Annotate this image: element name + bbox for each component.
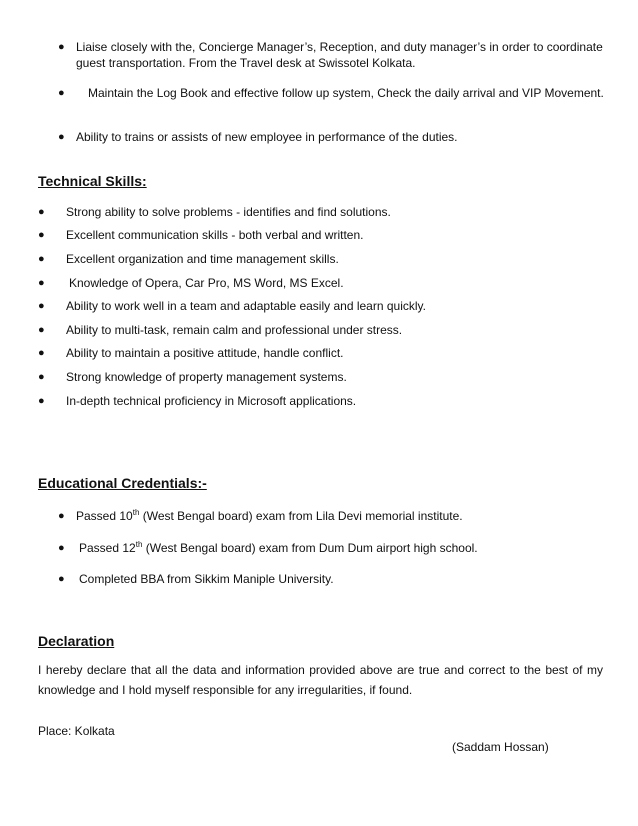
declaration-text: I hereby declare that all the data and information provided above are true and correct to the best of my knowledge and I hold myself responsible for any irregularities, if found. <box>38 663 603 697</box>
skill-item: Ability to work well in a team and adaptable easily and learn quickly. <box>66 299 426 313</box>
place-text: Place: Kolkata <box>38 724 115 738</box>
education-item-sup: th <box>132 508 140 517</box>
bullet-icon: ● <box>38 253 45 265</box>
bullet-icon: ● <box>38 229 45 241</box>
bullet-icon: ● <box>58 41 65 53</box>
bullet-icon: ● <box>58 87 65 99</box>
education-heading: Educational Credentials:- <box>38 475 207 491</box>
bullet-icon: ● <box>38 300 45 312</box>
bullet-icon: ● <box>38 277 45 289</box>
education-item-2 <box>79 540 478 556</box>
experience-bullet-1-line2: guest transportation. From the Travel desk at Swissotel Kolkata. <box>76 56 416 70</box>
skill-item: Excellent organization and time management skills. <box>66 252 339 266</box>
skill-item: Ability to maintain a positive attitude, handle conflict. <box>66 346 344 360</box>
bullet-icon: ● <box>58 542 65 554</box>
bullet-icon: ● <box>58 131 65 143</box>
bullet-icon: ● <box>38 206 45 218</box>
skill-item: Strong knowledge of property management systems. <box>66 370 347 384</box>
skill-item: Ability to multi-task, remain calm and professional under stress. <box>66 323 403 337</box>
skill-item: Excellent communication skills - both verbal and written. <box>66 228 364 242</box>
signature-name: (Saddam Hossan) <box>452 740 549 754</box>
experience-bullet-1-line1: Liaise closely with the, Concierge Manager’s, Reception, and duty manager’s in order to coordinate <box>76 40 603 54</box>
education-item-text: (West Bengal board) exam from Lila Devi memorial institute. <box>139 509 463 523</box>
education-item-text: Passed 10 <box>76 509 133 523</box>
experience-bullet-3: Ability to trains or assists of new employee in performance of the duties. <box>76 130 458 144</box>
bullet-icon: ● <box>38 395 45 407</box>
education-item-text: (West Bengal board) exam from Dum Dum airport high school. <box>142 541 478 555</box>
skill-item: Strong ability to solve problems - identifies and find solutions. <box>66 205 391 219</box>
declaration-heading: Declaration <box>38 633 115 649</box>
bullet-icon: ● <box>58 510 65 522</box>
bullet-icon: ● <box>38 371 45 383</box>
education-item-3: Completed BBA from Sikkim Maniple University. <box>79 572 334 586</box>
bullet-icon: ● <box>38 324 45 336</box>
bullet-icon: ● <box>58 573 65 585</box>
education-item-sup: th <box>135 540 143 549</box>
experience-bullet-2: Maintain the Log Book and effective follow up system, Check the daily arrival and VIP Movement. <box>88 86 604 100</box>
skill-item: In-depth technical proficiency in Microsoft applications. <box>66 394 357 408</box>
technical-skills-heading: Technical Skills: <box>38 173 147 189</box>
bullet-icon: ● <box>38 347 45 359</box>
skill-item: Knowledge of Opera, Car Pro, MS Word, MS Excel. <box>69 276 344 290</box>
education-item-text: Passed 12 <box>79 541 136 555</box>
education-item-1 <box>76 508 463 524</box>
